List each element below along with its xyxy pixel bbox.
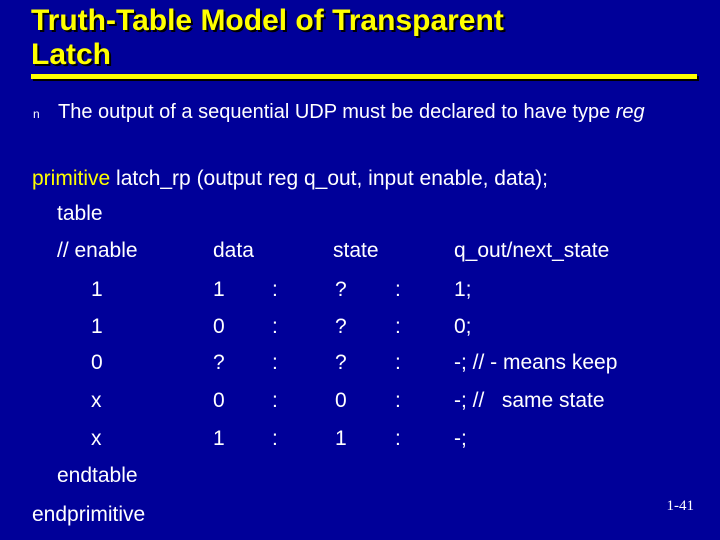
header-data: data	[213, 239, 254, 262]
row-1-sep-1: :	[272, 278, 278, 301]
row-3-sep-1: :	[272, 351, 278, 374]
row-3-enable: 0	[91, 351, 103, 374]
header-state: state	[333, 239, 379, 262]
table-keyword: table	[57, 202, 103, 225]
bullet-text-plain: The output of a sequential UDP must be declared to have type	[58, 101, 616, 123]
row-5-enable: x	[91, 427, 102, 450]
bullet-text	[58, 100, 698, 125]
header-enable: // enable	[57, 239, 138, 262]
row-1-enable: 1	[91, 278, 103, 301]
row-3-data: ?	[213, 351, 225, 374]
row-4-enable: x	[91, 389, 102, 412]
primitive-keyword: primitive	[32, 167, 111, 190]
row-3-next: -; // - means keep	[454, 351, 618, 374]
row-1-sep-2: :	[395, 278, 401, 301]
slide-title	[31, 4, 701, 72]
primitive-declaration	[32, 166, 548, 191]
endtable-keyword: endtable	[57, 464, 138, 487]
row-5-sep-2: :	[395, 427, 401, 450]
row-4-sep-1: :	[272, 389, 278, 412]
header-next-state: q_out/next_state	[454, 239, 610, 262]
row-1-state: ?	[335, 278, 347, 301]
primitive-signature: latch_rp (output reg q_out, input enable, data);	[110, 167, 548, 190]
row-1-data: 1	[213, 278, 225, 301]
row-4-sep-2: :	[395, 389, 401, 412]
bullet-text-emphasis: reg	[615, 101, 645, 123]
title-line-1: Truth-Table Model of Transparent	[31, 4, 504, 37]
row-4-next: -; // same state	[454, 389, 605, 412]
row-2-next: 0;	[454, 315, 472, 338]
row-3-sep-2: :	[395, 351, 401, 374]
row-5-state: 1	[335, 427, 347, 450]
row-2-enable: 1	[91, 315, 103, 338]
row-2-state: ?	[335, 315, 347, 338]
row-5-sep-1: :	[272, 427, 278, 450]
bullet-square-icon: n	[33, 107, 40, 121]
row-5-next: -;	[454, 427, 467, 450]
row-3-state: ?	[335, 351, 347, 374]
title-line-2: Latch	[31, 38, 112, 71]
page-number: 1-41	[666, 498, 694, 514]
row-4-data: 0	[213, 389, 225, 412]
row-2-data: 0	[213, 315, 225, 338]
row-2-sep-1: :	[272, 315, 278, 338]
row-1-next: 1;	[454, 278, 472, 301]
endprimitive-keyword: endprimitive	[32, 503, 146, 526]
row-4-state: 0	[335, 389, 347, 412]
row-2-sep-2: :	[395, 315, 401, 338]
row-5-data: 1	[213, 427, 225, 450]
title-underline	[31, 74, 697, 79]
